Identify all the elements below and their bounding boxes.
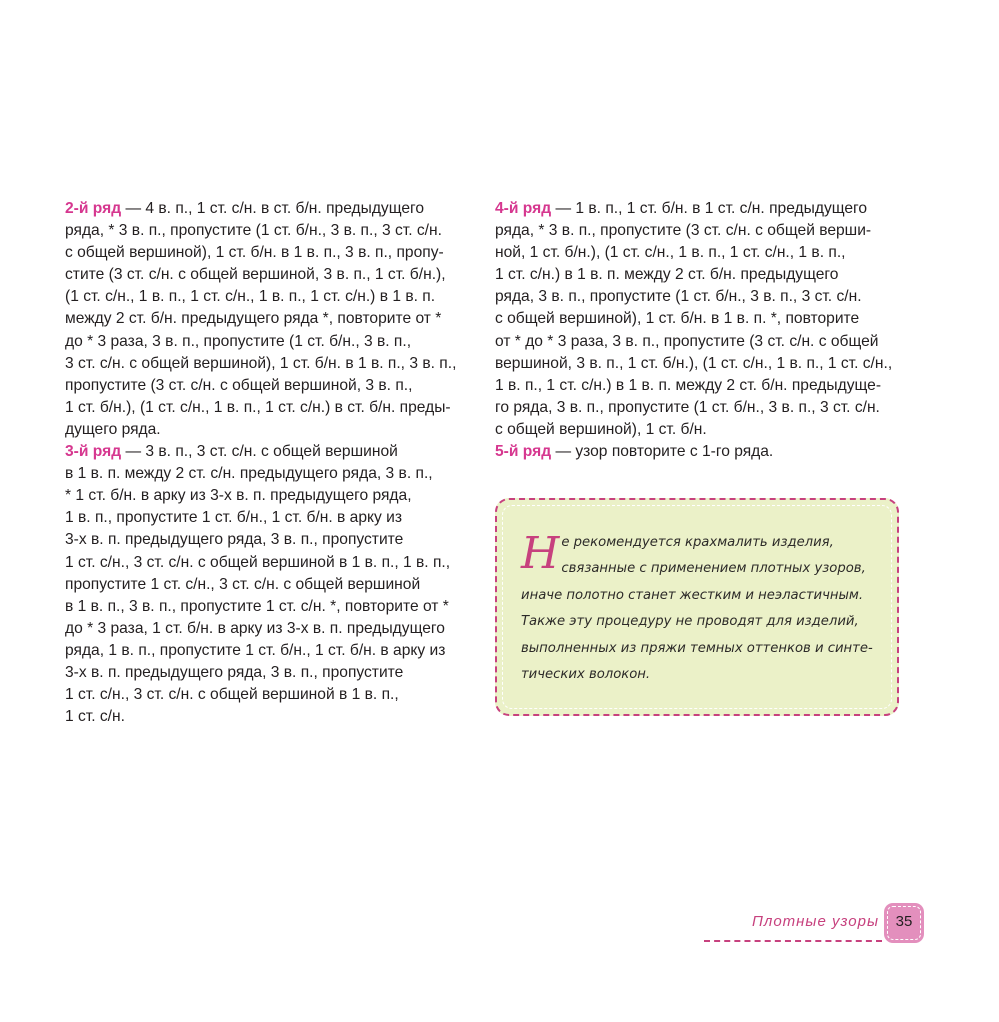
- row4-line: ряда, 3 в. п., пропустите (1 ст. б/н., 3 в. п., 3 ст. с/н.: [495, 288, 862, 306]
- row3-line: 1 ст. с/н., 3 ст. с/н. с общей вершиной в 1 в. п., 1 в. п.,: [65, 553, 451, 571]
- row4-line: ной, 1 ст. б/н.), (1 ст. с/н., 1 в. п., 1 ст. с/н., 1 в. п.,: [495, 244, 846, 262]
- row3-line: до * 3 раза, 1 ст. б/н. в арку из 3-х в. п. предыдущего: [65, 619, 445, 637]
- row2-line: дущего ряда.: [65, 420, 161, 438]
- section-title: Плотные узоры: [752, 913, 879, 930]
- row2-label: 2-й ряд: [65, 200, 122, 217]
- left-text-column: [65, 198, 485, 728]
- row3-line: пропустите 1 ст. с/н., 3 ст. с/н. с общей вершиной: [65, 575, 421, 593]
- tip-line: е рекомендуется крахмалить изделия,: [561, 535, 834, 550]
- row2-line: до * 3 раза, 3 в. п., пропустите (1 ст. б/н., 3 в. п.,: [65, 332, 412, 350]
- row3-line: * 1 ст. б/н. в арку из 3-х в. п. предыдущего ряда,: [65, 487, 412, 505]
- row3-line: 1 ст. с/н., 3 ст. с/н. с общей вершиной в 1 в. п.,: [65, 686, 399, 704]
- row3-line: 3-х в. п. предыдущего ряда, 3 в. п., пропустите: [65, 663, 404, 681]
- row3-line: 3-х в. п. предыдущего ряда, 3 в. п., пропустите: [65, 531, 404, 549]
- page-number: 35: [884, 903, 924, 943]
- row4-line-1: 4-й ряд — 1 в. п., 1 ст. б/н. в 1 ст. с/н. предыдущего: [495, 200, 868, 217]
- row4-line: с общей вершиной), 1 ст. б/н.: [495, 420, 707, 438]
- row4-line: ряда, * 3 в. п., пропустите (3 ст. с/н. с общей верши-: [495, 222, 872, 240]
- tip-line: иначе полотно станет жестким и неэластичным.: [521, 587, 864, 603]
- tip-dropcap: Н: [521, 528, 560, 579]
- row4-line: го ряда, 3 в. п., пропустите (1 ст. б/н., 3 в. п., 3 ст. с/н.: [495, 398, 880, 416]
- row3-line: в 1 в. п., 3 в. п., пропустите 1 ст. с/н. *, повторите от *: [65, 597, 449, 615]
- row3-line: 1 в. п., пропустите 1 ст. б/н., 1 ст. б/н. в арку из: [65, 509, 402, 527]
- row2-line: пропустите (3 ст. с/н. с общей вершиной, 3 в. п.,: [65, 376, 413, 394]
- row4-line: вершиной, 3 в. п., 1 ст. б/н.), (1 ст. с/н., 1 в. п., 1 ст. с/н.,: [495, 354, 893, 372]
- row3-line: ряда, 1 в. п., пропустите 1 ст. б/н., 1 ст. б/н. в арку из: [65, 641, 446, 659]
- row2-line: (1 ст. с/н., 1 в. п., 1 ст. с/н., 1 в. п., 1 ст. с/н.) в 1 в. п.: [65, 288, 436, 306]
- row3-line-1: 3-й ряд — 3 в. п., 3 ст. с/н. с общей вершиной: [65, 443, 398, 461]
- row2-line: с общей вершиной), 1 ст. б/н. в 1 в. п., 3 в. п., пропу-: [65, 244, 444, 262]
- tip-line: выполненных из пряжи темных оттенков и синте-: [521, 640, 873, 656]
- tip-line: Также эту процедуру не проводят для изделий,: [521, 614, 859, 630]
- tip-line: тических волокон.: [521, 667, 651, 683]
- row4-line: 1 ст. с/н.) в 1 в. п. между 2 ст. б/н. предыдущего: [495, 266, 839, 284]
- row2-line: 3 ст. с/н. с общей вершиной), 1 ст. б/н. в 1 в. п., 3 в. п.,: [65, 354, 457, 372]
- row2-line-1: 2-й ряд — 4 в. п., 1 ст. с/н. в ст. б/н. предыдущего: [65, 200, 425, 217]
- row2-line: ряда, * 3 в. п., пропустите (1 ст. б/н., 3 в. п., 3 ст. с/н.: [65, 222, 442, 240]
- row5-line: 5-й ряд — узор повторите с 1-го ряда.: [495, 443, 774, 461]
- tip-line: связанные с применением плотных узоров,: [561, 561, 866, 577]
- right-text-column: [495, 198, 910, 463]
- row4-label: 4-й ряд: [495, 200, 552, 217]
- row4-line: с общей вершиной), 1 ст. б/н. в 1 в. п. *, повторите: [495, 310, 860, 328]
- row2-line: стите (3 ст. с/н. с общей вершиной, 3 в. п., 1 ст. б/н.),: [65, 266, 446, 284]
- row3-line: в 1 в. п. между 2 ст. с/н. предыдущего ряда, 3 в. п.,: [65, 465, 433, 483]
- row3-label: 3-й ряд: [65, 443, 122, 461]
- row2-line: между 2 ст. б/н. предыдущего ряда *, повторите от *: [65, 310, 442, 328]
- row2-line: 1 ст. б/н.), (1 ст. с/н., 1 в. п., 1 ст. с/н.) в ст. б/н. преды-: [65, 398, 451, 416]
- tip-note-text: [521, 530, 881, 688]
- row4-line: от * до * 3 раза, 3 в. п., пропустите (3 ст. с/н. с общей: [495, 332, 879, 350]
- row4-line: 1 в. п., 1 ст. с/н.) в 1 в. п. между 2 ст. б/н. предыдуще-: [495, 376, 882, 394]
- row5-label: 5-й ряд: [495, 443, 552, 461]
- tip-note-box: [495, 498, 899, 716]
- row3-line: 1 ст. с/н.: [65, 708, 125, 726]
- footer-dashed-rule: [704, 940, 882, 942]
